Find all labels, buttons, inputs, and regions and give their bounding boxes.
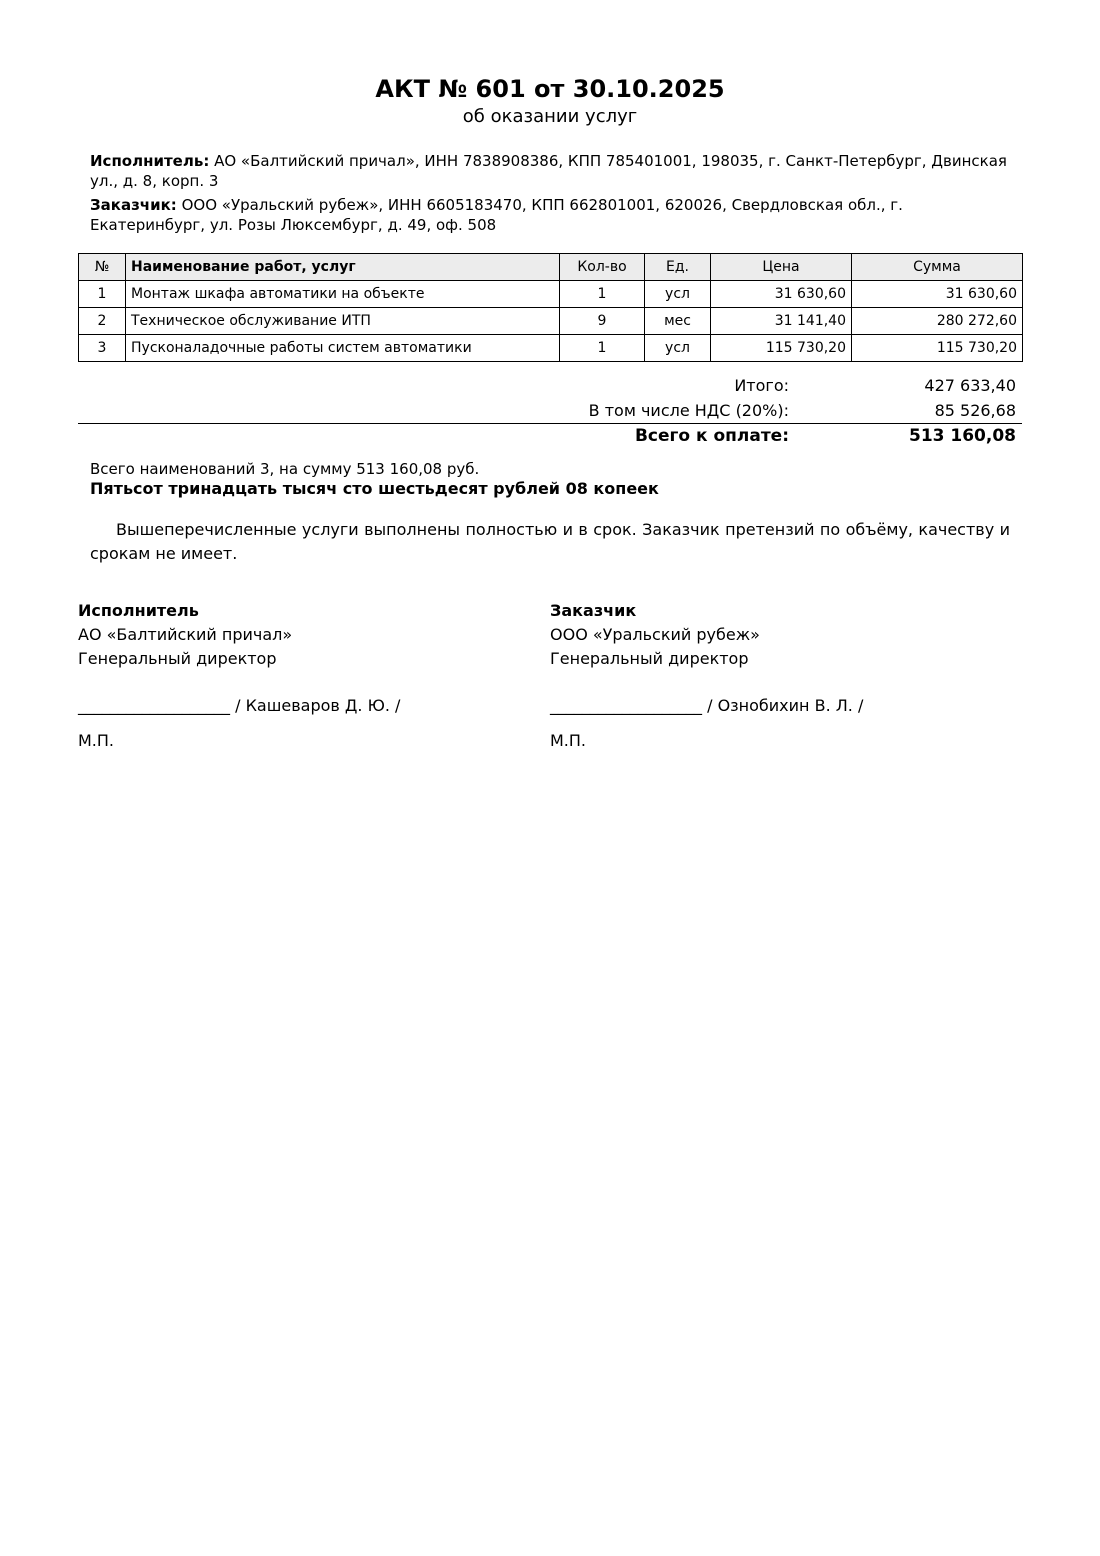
row-number: 3 xyxy=(79,335,126,362)
customer-signature-block xyxy=(550,599,970,753)
table-row xyxy=(79,335,1023,362)
executor-signature-line: ___________________ / Кашеваров Д. Ю. / xyxy=(78,696,401,715)
executor-signature-position: Генеральный директор xyxy=(78,649,277,668)
table-row xyxy=(79,281,1023,308)
row-price: 31 630,60 xyxy=(711,281,852,308)
row-unit: мес xyxy=(645,308,711,335)
document-subtitle: об оказании услуг xyxy=(462,106,638,127)
column-header-unit: Ед. xyxy=(645,254,711,281)
customer-signature-heading: Заказчик xyxy=(550,601,637,620)
column-header-number: № xyxy=(79,254,126,281)
customer-label: Заказчик: xyxy=(90,196,177,214)
subtotal-value: 427 633,40 xyxy=(924,376,1016,395)
customer-info: ООО «Уральский рубеж», ИНН 6605183470, КПП 662801001, 620026, Свердловская обл., г. Екатеринбург, ул. Розы Люксембург, д. 49, оф. 508 xyxy=(90,196,903,234)
customer-stamp-placeholder: М.П. xyxy=(550,731,587,750)
row-sum: 115 730,20 xyxy=(852,335,1023,362)
row-sum: 280 272,60 xyxy=(852,308,1023,335)
row-unit: усл xyxy=(645,335,711,362)
executor-details xyxy=(90,151,1010,191)
row-number: 2 xyxy=(79,308,126,335)
row-quantity: 9 xyxy=(560,308,645,335)
customer-signature-position: Генеральный директор xyxy=(550,649,749,668)
customer-details xyxy=(90,195,1010,235)
executor-signature-block xyxy=(78,599,498,753)
totals-divider xyxy=(78,423,1022,424)
document-title: АКТ № 601 от 30.10.2025 xyxy=(375,75,725,103)
executor-info: АО «Балтийский причал», ИНН 7838908386, КПП 785401001, 198035, г. Санкт-Петербург, Двинская ул., д. 8, корп. 3 xyxy=(90,152,1007,190)
executor-signature-heading: Исполнитель xyxy=(78,601,199,620)
column-header-price: Цена xyxy=(711,254,852,281)
vat-label: В том числе НДС (20%): xyxy=(588,401,789,420)
row-quantity: 1 xyxy=(560,335,645,362)
executor-label: Исполнитель: xyxy=(90,152,210,170)
row-price: 115 730,20 xyxy=(711,335,852,362)
items-count-summary: Всего наименований 3, на сумму 513 160,08 руб. xyxy=(90,460,480,478)
customer-signature-line: ___________________ / Ознобихин В. Л. / xyxy=(550,696,864,715)
column-header-name: Наименование работ, услуг xyxy=(126,254,560,281)
row-price: 31 141,40 xyxy=(711,308,852,335)
amount-in-words: Пятьсот тринадцать тысяч сто шестьдесят рублей 08 копеек xyxy=(90,479,659,498)
column-header-quantity: Кол-во xyxy=(560,254,645,281)
executor-signature-company: АО «Балтийский причал» xyxy=(78,625,293,644)
executor-stamp-placeholder: М.П. xyxy=(78,731,115,750)
row-service-name: Пусконаладочные работы систем автоматики xyxy=(126,335,560,362)
row-sum: 31 630,60 xyxy=(852,281,1023,308)
row-service-name: Монтаж шкафа автоматики на объекте xyxy=(126,281,560,308)
row-service-name: Техническое обслуживание ИТП xyxy=(126,308,560,335)
row-quantity: 1 xyxy=(560,281,645,308)
row-unit: усл xyxy=(645,281,711,308)
table-header-row xyxy=(79,254,1023,281)
table-row xyxy=(79,308,1023,335)
services-table xyxy=(78,253,1023,362)
grand-total-label: Всего к оплате: xyxy=(634,426,789,446)
column-header-sum: Сумма xyxy=(852,254,1023,281)
customer-signature-company: ООО «Уральский рубеж» xyxy=(550,625,760,644)
subtotal-label: Итого: xyxy=(734,376,789,395)
grand-total-value: 513 160,08 xyxy=(908,426,1016,446)
row-number: 1 xyxy=(79,281,126,308)
vat-value: 85 526,68 xyxy=(934,401,1016,420)
completion-statement: Вышеперечисленные услуги выполнены полностью и в срок. Заказчик претензий по объёму, качеству и срокам не имеет. xyxy=(90,520,1010,563)
